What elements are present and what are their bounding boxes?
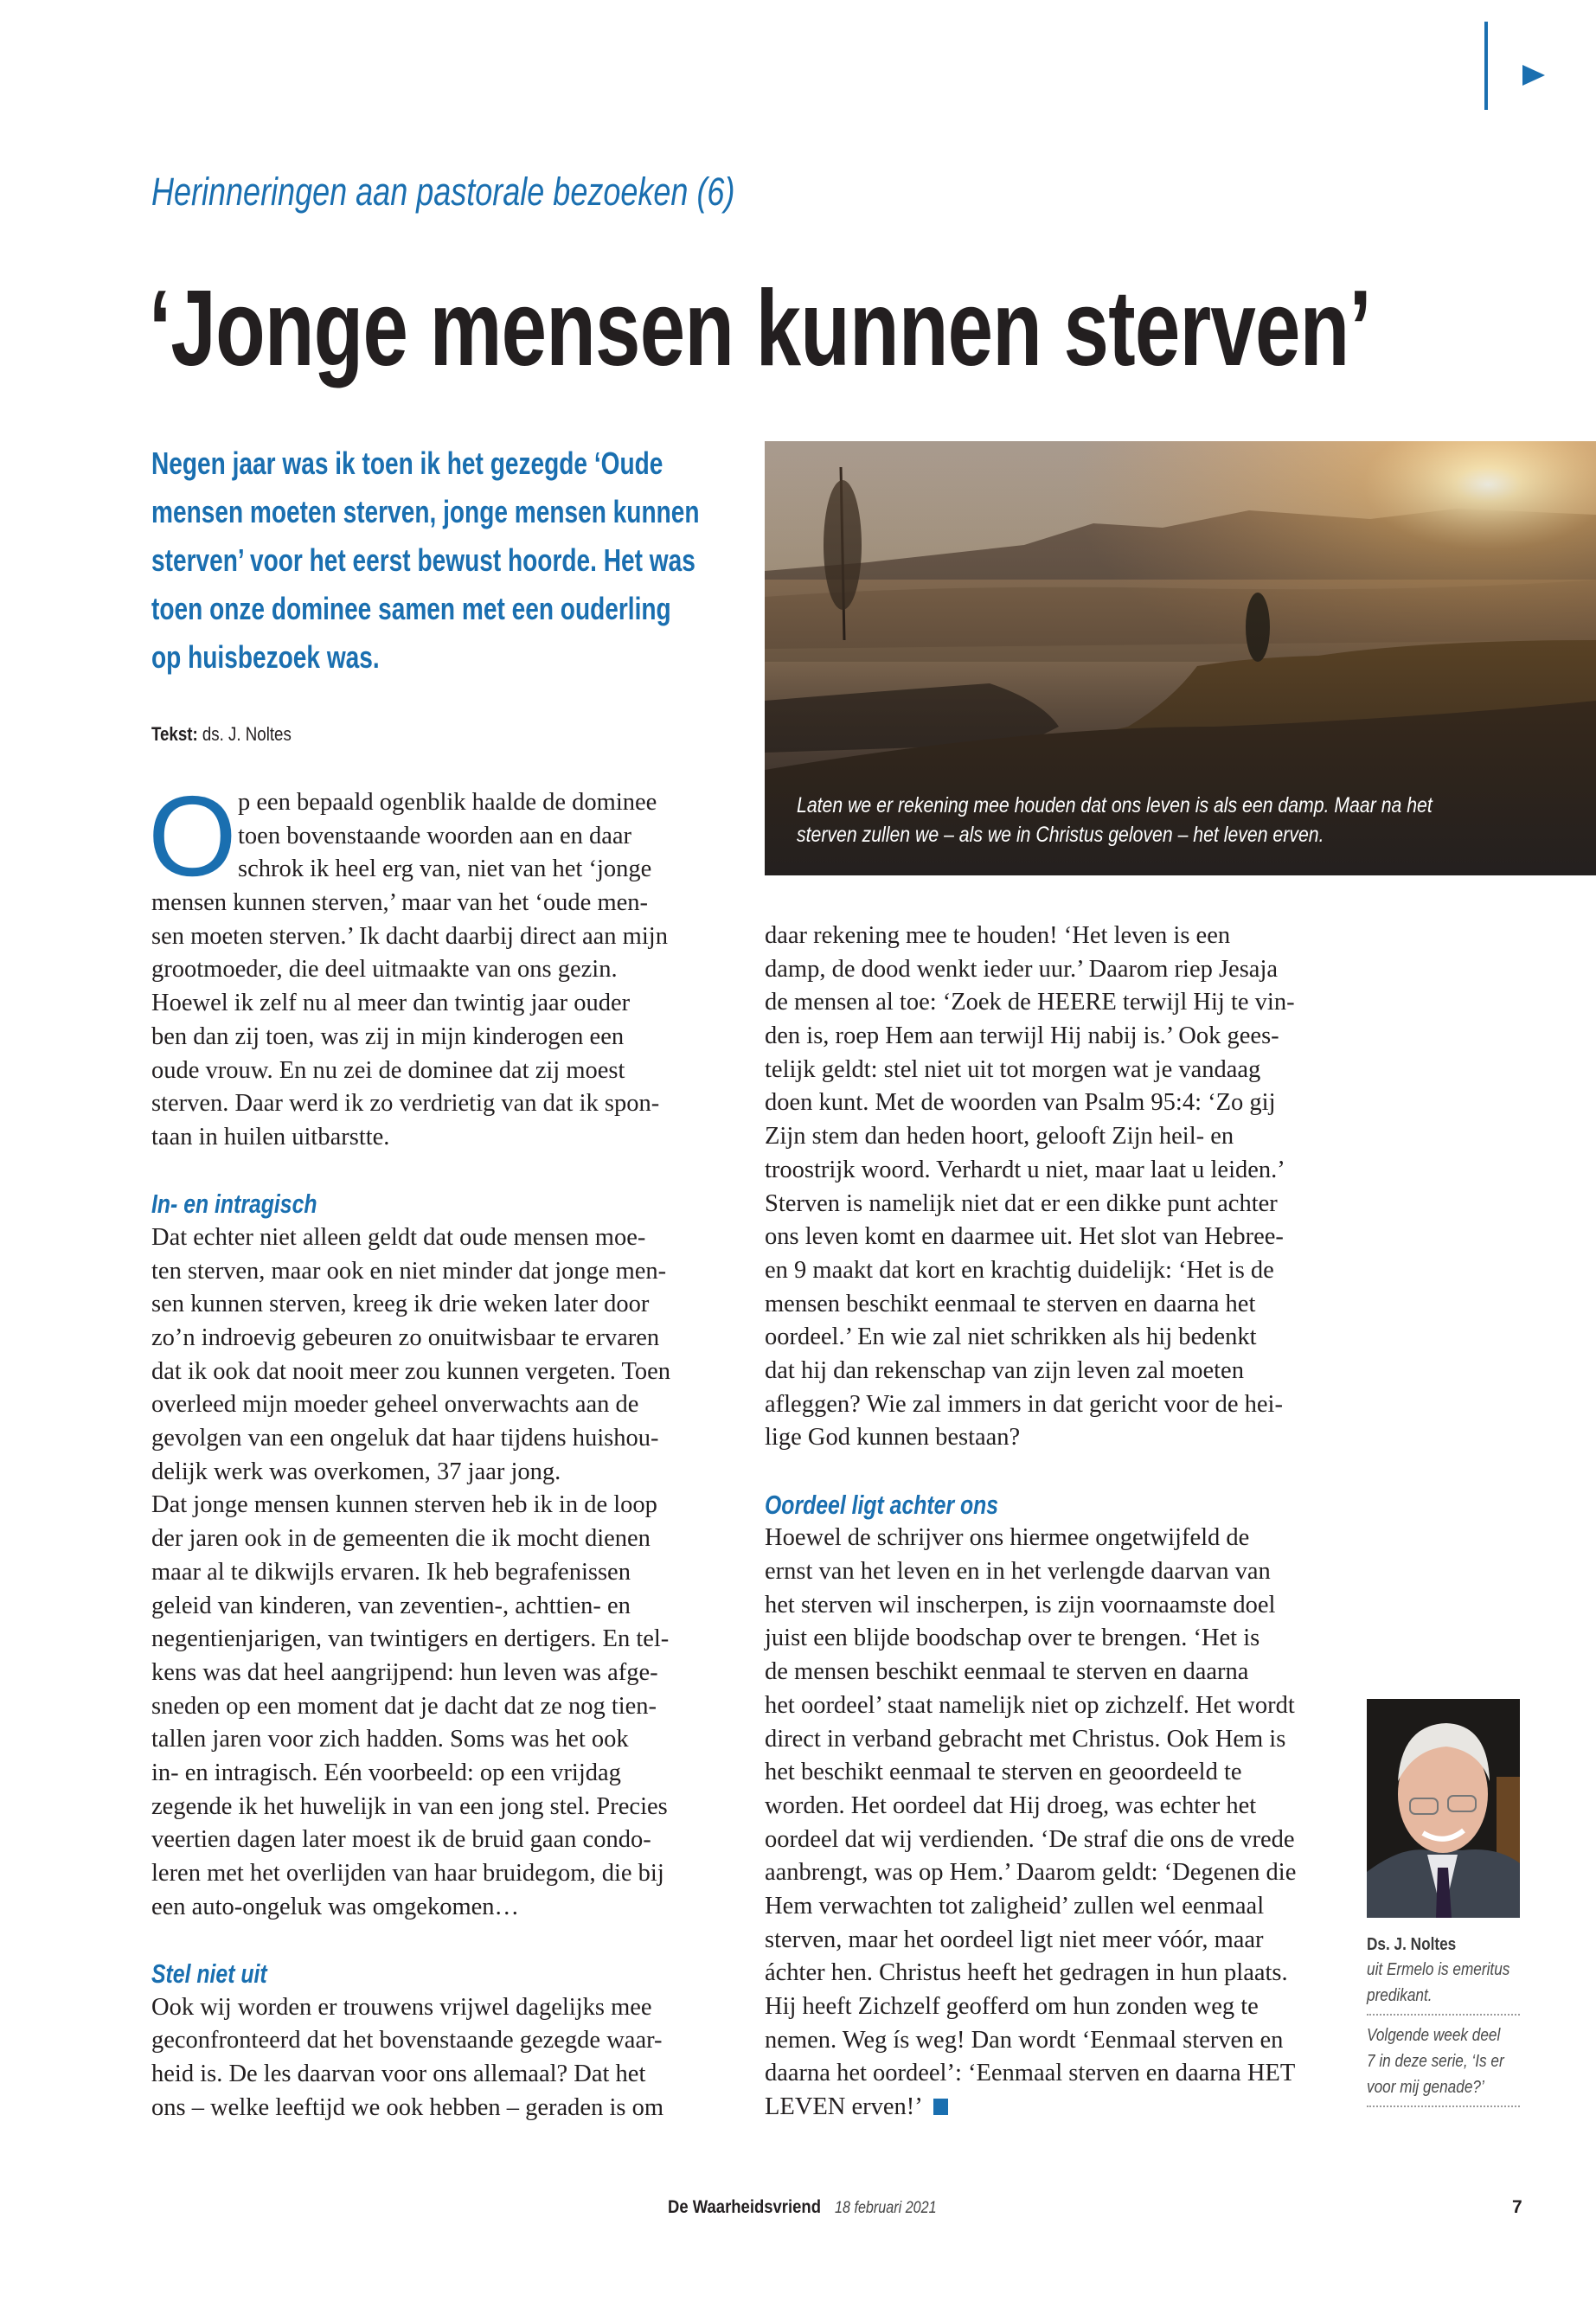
- text-line: sen kunnen sterven, kreeg ik drie weken later door: [151, 1291, 650, 1318]
- text-line: sneden op een moment dat je dacht dat ze nog tien-: [151, 1692, 657, 1720]
- text-line: heid is. De les daarvan voor ons allemaal? Dat het: [151, 2061, 646, 2088]
- kicker-text: Herinneringen aan pastorale bezoeken (6): [151, 170, 735, 214]
- text-line: geconfronteerd dat het bovenstaande gezegde waar-: [151, 2027, 663, 2054]
- text-line: oude vrouw. En nu zei de dominee dat zij moest: [151, 1056, 625, 1084]
- text-line: LEVEN erven!’: [765, 2091, 1336, 2125]
- subheading-stel-niet-uit: [151, 1958, 722, 1991]
- article-column-2: [765, 920, 1336, 2125]
- section-3-text: [765, 1522, 1336, 2124]
- text-line: der jaren ook in de gemeenten die ik mocht dienen: [151, 1525, 651, 1553]
- text-line: Hij heeft Zichzelf geofferd om hun zonden weg te: [765, 1993, 1259, 2020]
- byline: [151, 723, 316, 746]
- text-line: negentienjarigen, van twintigers en dertigers. En tel-: [151, 1625, 670, 1653]
- text-line: zegende ik het huwelijk in van een jong stel. Precies: [151, 1792, 668, 1820]
- subheading-text: Stel niet uit: [151, 1958, 267, 1990]
- text-line: aanbrengt, was op Hem.’ Daarom geldt: ‘Degenen die: [765, 1859, 1297, 1887]
- text-line: schrok ik heel erg van, niet van het ‘jonge: [238, 856, 652, 883]
- text-line: direct in verband gebracht met Christus. Ook Hem is: [765, 1725, 1286, 1753]
- text-line: Dat echter niet alleen geldt dat oude mensen moe-: [151, 1223, 646, 1251]
- page-title: [149, 269, 1596, 388]
- text-line-content: op huisbezoek was.: [151, 639, 380, 675]
- text-line: sterven, maar het oordeel ligt niet meer vóór, maar: [765, 1926, 1264, 1953]
- text-line: worden. Het oordeel dat Hij droeg, was echter het: [765, 1791, 1257, 1819]
- text-line: sterven. Daar werd ik zo verdrietig van dat ik spon-: [151, 1090, 660, 1118]
- text-line: áchter hen. Christus heeft het gedragen in hun plaats.: [765, 1959, 1288, 1987]
- title-text: ‘Jonge mensen kunnen sterven’: [149, 269, 1371, 388]
- text-line: Sterven is namelijk niet dat er een dikke punt achter: [765, 1189, 1278, 1217]
- text-line: Ook wij worden er trouwens vrijwel dagelijks mee: [151, 1993, 652, 2021]
- end-of-article-mark: [933, 2099, 948, 2115]
- text-line: zo’n indroevig gebeuren zo onuitwisbaar te ervaren: [151, 1324, 660, 1351]
- text-line: grootmoeder, die deel uitmaakte van ons gezin.: [151, 956, 618, 984]
- text-line: ten sterven, maar ook en niet minder dat jonge men-: [151, 1257, 667, 1285]
- author-name: [1367, 1932, 1522, 1957]
- text-line: Hoewel ik zelf nu al meer dan twintig jaar ouder: [151, 990, 631, 1017]
- text-line: kens was dat heel aangrijpend: hun leven was afge-: [151, 1658, 658, 1686]
- text-line: [151, 585, 722, 633]
- drop-cap: O: [148, 772, 237, 900]
- text-line: telijk geldt: stel niet uit tot morgen wat je vandaag: [765, 1055, 1261, 1083]
- author-info: [1367, 1932, 1522, 2114]
- text-line: [151, 439, 722, 488]
- continued-text: [765, 920, 1336, 1455]
- text-line: delijk werk was overkomen, 37 jaar jong.: [151, 1458, 561, 1485]
- text-line-content: Negen jaar was ik toen ik het gezegde ‘Oude: [151, 445, 663, 481]
- text-line: oordeel.’ En wie zal niet schrikken als hij bedenkt: [765, 1324, 1257, 1351]
- lead-paragraph: [151, 439, 722, 682]
- next-text: Volgende week deel: [1367, 2026, 1501, 2045]
- triangle-right-icon[interactable]: [1522, 65, 1545, 86]
- text-line: geleid van kinderen, van zeventien-, achttien- en: [151, 1592, 631, 1619]
- text-line: [151, 488, 722, 536]
- text-line: Zijn stem dan heden hoort, gelooft Zijn heil- en: [765, 1123, 1234, 1150]
- section-1-text: [151, 1221, 722, 1924]
- text-line: Hoewel de schrijver ons hiermee ongetwijfeld de: [765, 1524, 1250, 1552]
- text-line: juist een blijde boodschap over te brengen. ‘Het is: [765, 1625, 1260, 1652]
- text-line: ons – welke leeftijd we ook hebben – geraden is om: [151, 2093, 664, 2121]
- intro-indented: [151, 786, 722, 887]
- text-line: p een bepaald ogenblik haalde de dominee: [238, 789, 657, 816]
- text-line: tallen jaren voor zich hadden. Soms was het ook: [151, 1726, 629, 1753]
- text-line: den is, roep Hem aan terwijl Hij nabij is.’ Ook gees-: [765, 1022, 1279, 1050]
- text-line: het oordeel’ staat namelijk niet op zichzelf. Het wordt: [765, 1691, 1295, 1719]
- text-line: de mensen beschikt eenmaal te sterven en daarna: [765, 1658, 1249, 1686]
- text-line: ons leven komt en daarmee uit. Het slot van Hebree-: [765, 1223, 1284, 1251]
- section-2-text: [151, 1991, 722, 2125]
- bio-text: predikant.: [1367, 1986, 1433, 2005]
- text-line: lige God kunnen bestaan?: [765, 1424, 1021, 1452]
- text-line: maar al te dikwijls ervaren. Ik heb begrafenissen: [151, 1558, 631, 1586]
- byline-label: Tekst:: [151, 723, 198, 745]
- text-line: ben dan zij toen, was zij in mijn kinderogen een: [151, 1022, 625, 1050]
- text-line: [797, 791, 1544, 820]
- text-line: overleed mijn moeder geheel onverwachts aan de: [151, 1391, 639, 1419]
- subheading-text: Oordeel ligt achter ons: [765, 1489, 999, 1520]
- text-line: in- en intragisch. Eén voorbeeld: op een vrijdag: [151, 1759, 621, 1786]
- footer: [668, 2197, 954, 2218]
- article-column-1: [148, 772, 722, 2125]
- photo-caption: [797, 791, 1544, 849]
- text-line: troostrijk woord. Verhardt u niet, maar laat u leiden.’: [765, 1156, 1285, 1183]
- text-line-content: sterven’ voor het eerst bewust hoorde. Het was: [151, 542, 695, 578]
- text-line: het sterven wil inscherpen, is zijn voornaamste doel: [765, 1591, 1276, 1618]
- text-line: dat hij dan rekenschap van zijn leven zal moeten: [765, 1356, 1244, 1384]
- text-line: [151, 536, 722, 585]
- text-line: veertien dagen later moest ik de bruid gaan condo-: [151, 1826, 651, 1854]
- dotted-divider: [1367, 2106, 1520, 2107]
- text-line: dat ik ook dat nooit meer zou kunnen vergeten. Toen: [151, 1357, 671, 1385]
- dotted-divider: [1367, 2014, 1520, 2016]
- text-line: het beschikt eenmaal te sterven en geoordeeld te: [765, 1759, 1242, 1786]
- text-line-content: sterven zullen we – als we in Christus geloven – het leven erven.: [797, 823, 1324, 847]
- text-line: daarna het oordeel’: ‘Eenmaal sterven en daarna HET: [765, 2060, 1296, 2087]
- text-line: gevolgen van een ongeluk dat haar tijdens huishou-: [151, 1425, 659, 1452]
- text-line-content: mensen moeten sterven, jonge mensen kunnen: [151, 494, 700, 529]
- text-line: taan in huilen uitbarstte.: [151, 1123, 390, 1150]
- author-name-text: Ds. J. Noltes: [1367, 1935, 1457, 1954]
- publication-name: De Waarheidsvriend: [668, 2197, 821, 2217]
- text-line: oordeel dat wij verdienden. ‘De straf die ons de vrede: [765, 1825, 1295, 1853]
- text-line: Dat jonge mensen kunnen sterven heb ik in de loop: [151, 1491, 657, 1519]
- text-line: en 9 maakt dat kort en krachtig duidelijk: ‘Het is de: [765, 1256, 1274, 1284]
- intro-text: [151, 887, 722, 1155]
- next-text: voor mij genade?’: [1367, 2078, 1484, 2097]
- text-line-content: Laten we er rekening mee houden dat ons leven is als een damp. Maar na het: [797, 793, 1433, 817]
- bio-text: uit Ermelo is emeritus: [1367, 1960, 1510, 1979]
- text-line: een auto-ongeluk was omgekomen…: [151, 1893, 520, 1920]
- text-line: sen moeten sterven.’ Ik dacht daarbij direct aan mijn: [151, 922, 668, 950]
- text-line: [797, 820, 1544, 849]
- page-number: 7: [1512, 2197, 1522, 2217]
- text-line: Hem verwachten tot zaligheid’ zullen wel eenmaal: [765, 1892, 1265, 1920]
- author-bio-line: [1367, 1983, 1522, 2009]
- author-bio-line: [1367, 1957, 1522, 1983]
- byline-author: ds. J. Noltes: [202, 723, 292, 745]
- text-line: nemen. Weg ís weg! Dan wordt ‘Eenmaal sterven en: [765, 2026, 1284, 2054]
- text-line: doen kunt. Met de woorden van Psalm 95:4: ‘Zo gij: [765, 1089, 1276, 1117]
- text-line-content: toen onze dominee samen met een ouderling: [151, 591, 671, 626]
- text-line: mensen kunnen sterven,’ maar van het ‘oude men-: [151, 889, 649, 917]
- next-part-line: [1367, 2022, 1522, 2048]
- author-portrait: [1367, 1699, 1520, 1918]
- text-line: toen bovenstaande woorden aan en daar: [238, 822, 632, 849]
- next-text: 7 in deze serie, ‘Is er: [1367, 2052, 1504, 2071]
- text-line: afleggen? Wie zal immers in dat gericht voor de hei-: [765, 1390, 1283, 1418]
- section-divider-line: [1484, 22, 1488, 110]
- text-line: ernst van het leven en in het verlengde daarvan van: [765, 1558, 1271, 1586]
- series-kicker: [151, 170, 881, 215]
- text-line: leren met het overlijden van haar bruidegom, die bij: [151, 1860, 664, 1887]
- next-part-line: [1367, 2074, 1522, 2100]
- subheading-text: In- en intragisch: [151, 1189, 317, 1220]
- publication-date: 18 februari 2021: [834, 2199, 937, 2217]
- next-part-line: [1367, 2048, 1522, 2074]
- subheading-oordeel-ligt-achter-ons: [765, 1489, 1336, 1522]
- text-line: daar rekening mee te houden! ‘Het leven is een: [765, 922, 1231, 949]
- text-line: de mensen al toe: ‘Zoek de HEERE terwijl Hij te vin-: [765, 989, 1295, 1016]
- subheading-in-en-intragisch: [151, 1188, 722, 1221]
- text-line: mensen beschikt eenmaal te sterven en daarna het: [765, 1290, 1256, 1317]
- text-line: [151, 633, 722, 682]
- text-line: damp, de dood wenkt ieder uur.’ Daarom riep Jesaja: [765, 955, 1279, 983]
